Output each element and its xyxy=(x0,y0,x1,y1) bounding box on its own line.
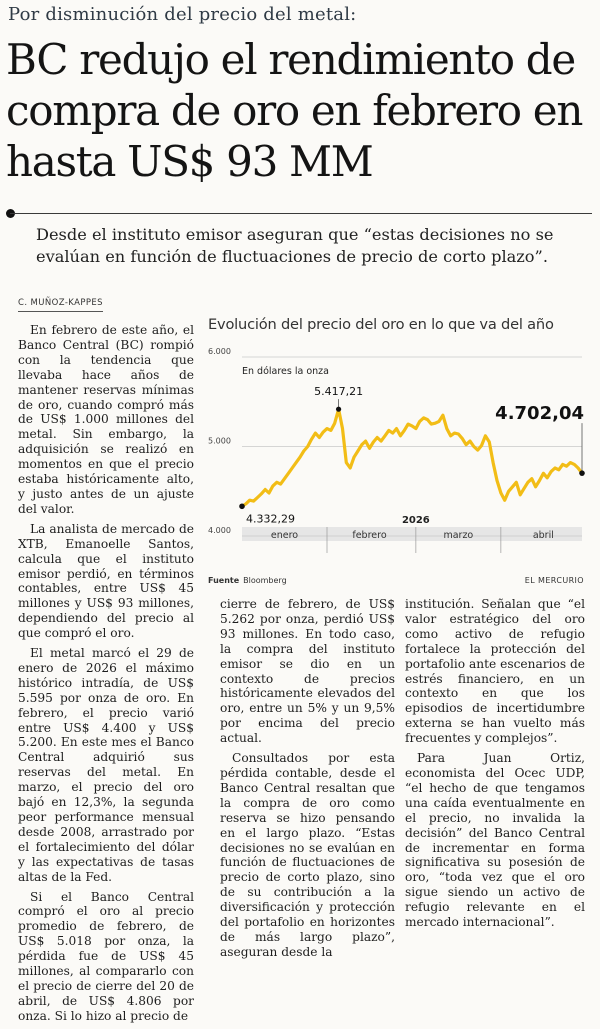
max-point-marker xyxy=(336,407,341,412)
body-paragraph: institución. Señalan que “el valor estratégico del oro como activo de refugio fortalece la protección del portafolio ante escenarios de estrés financiero, en un contexto en que los episodios de incertidumbre externa se han vuelto más frecuentes y complejos”. xyxy=(405,597,585,746)
data-label-max: 5.417,21 xyxy=(314,385,364,399)
chart-unit-label: En dólares la onza xyxy=(242,366,329,377)
x-month-label: febrero xyxy=(352,530,387,541)
article-kicker: Por disminución del precio del metal: xyxy=(8,4,357,25)
body-paragraph: Si el Banco Central compró el oro al precio promedio de febrero, de US$ 5.018 por onza, la pérdida fue de US$ 45 millones, al compararlo con el precio de cierre del 20 de abril, de US$ 4.806 por onza. Si lo hizo al precio de xyxy=(18,889,194,1023)
headline-rule xyxy=(10,213,592,214)
body-paragraph: Para Juan Ortiz, economista del Ocec UDP, “el hecho de que tengamos una caída eventualmente en el precio, no invalida la decisión” del Banco Central de incrementar en forma significativa su posesión de oro, “toda vez que el oro sigue siendo un activo de refugio relevante en el mercado internacional”. xyxy=(405,751,585,930)
y-tick-label: 4.000 xyxy=(208,526,231,535)
body-paragraph: Consultados por esta pérdida contable, desde el Banco Central resaltan que la compra de oro como reserva se hizo pensando en el largo plazo. “Estas decisiones no se evalúan en función de fluctuaciones de precio de corto plazo, sino de su contribución a la diversificación y protección del portafolio en horizontes de más largo plazo”, aseguran desde la xyxy=(220,751,395,959)
x-month-label: abril xyxy=(532,530,554,541)
brand-name: EL MERCURIO xyxy=(524,576,584,585)
last-point-marker xyxy=(579,470,585,476)
body-column-3 xyxy=(405,597,585,935)
body-paragraph: En febrero de este año, el Banco Central (BC) rompió con la tendencia que llevaba hace años de mantener reservas mínimas de oro, cuando compró más de US$ 1.000 millones del metal. Sin embargo, la adquisición se realizó en momentos en que el precio estaba históricamente alto, y justo antes de un ajuste del valor. xyxy=(18,323,194,516)
article-headline: BC redujo el rendimiento de compra de oro en febrero en hasta US$ 93 MM xyxy=(6,35,583,186)
y-tick-label: 6.000 xyxy=(208,347,231,356)
article-lead: Desde el instituto emisor aseguran que “estas decisiones no se evalúan en función de fluctuaciones de precio de corto plazo”. xyxy=(36,225,554,266)
gold-price-chart xyxy=(206,340,588,572)
year-label: 2026 xyxy=(401,515,430,526)
body-paragraph: La analista de mercado de XTB, Emanoelle Santos, calcula que el instituto emisor perdió, en términos contables, entre US$ 45 millones y US$ 93 millones, dependiendo del precio al que compró el oro. xyxy=(18,521,194,641)
body-paragraph: cierre de febrero, de US$ 5.262 por onza, perdió US$ 93 millones. En todo caso, la compra del instituto emisor se dio en un contexto de precios históricamente elevados del oro, entre un 5% y un 9,5% por encima del precio actual. xyxy=(220,597,395,746)
y-tick-label: 5.000 xyxy=(208,436,231,446)
chart-title: Evolución del precio del oro en lo que va del año xyxy=(208,316,554,333)
start-point-marker xyxy=(239,503,245,509)
source-name: Bloomberg xyxy=(243,576,287,585)
body-column-1 xyxy=(18,323,194,1029)
x-month-label: marzo xyxy=(443,530,474,541)
source-label: Fuente xyxy=(208,576,240,585)
body-paragraph: El metal marcó el 29 de enero de 2026 el máximo histórico intradía, de US$ 5.595 por onza de oro. En febrero, el precio varió entre US$ 4.400 y US$ 5.200. En este mes el Banco Central adquirió sus reservas del metal. En marzo, el precio del oro bajó en 12,3%, la segunda peor performance mensual desde 2008, arrastrado por el fortalecimiento del dólar y las expectativas de tasas altas de la Fed. xyxy=(18,646,194,884)
chart-footer xyxy=(208,576,588,585)
x-month-label: enero xyxy=(270,530,299,541)
body-column-2 xyxy=(220,597,395,965)
data-label-last: 4.702,04 xyxy=(495,403,584,425)
byline: C. MUÑOZ-KAPPES xyxy=(18,298,103,312)
data-label-start: 4.332,29 xyxy=(246,512,295,526)
